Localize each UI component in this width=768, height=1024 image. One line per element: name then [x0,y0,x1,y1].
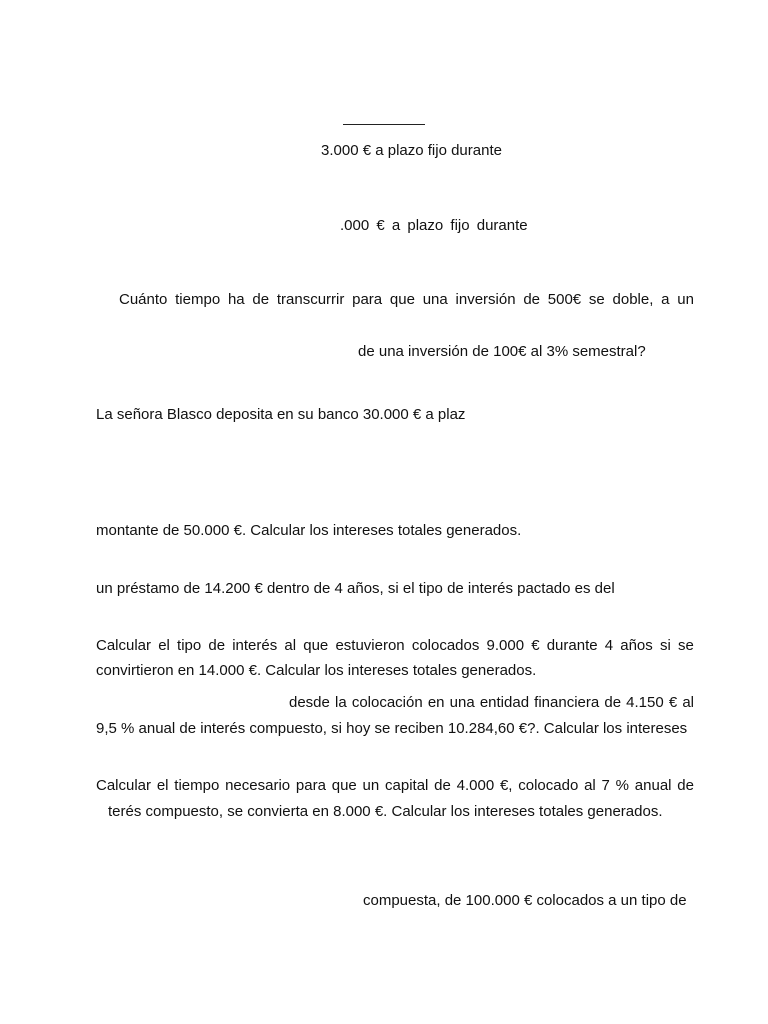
text-line-8 [96,637,694,655]
text-line-6: montante de 50.000 €. Calcular los intereses totales generados. [96,522,522,539]
word: un [362,777,380,794]
word: 4.000 [456,777,495,794]
word: capital [385,777,429,794]
text-line-7: un préstamo de 14.200 € dentro de 4 años, si el tipo de interés pactado es del [96,580,615,597]
word: colocado [518,777,579,794]
word: si [659,637,671,654]
text-line-12 [96,777,694,795]
word: Calcular [96,777,152,794]
word: Cuánto [119,291,168,308]
word: se [677,637,694,654]
word: a [661,291,670,308]
word: necesario [225,777,291,794]
word: el [158,637,170,654]
text-line-3 [119,291,694,309]
word: tiempo [174,777,220,794]
word: de [677,777,694,794]
word: que [331,777,357,794]
word: al [284,637,297,654]
word: que [389,291,415,308]
word: 500€ [547,291,582,308]
word: % [615,777,630,794]
word: durante [546,637,598,654]
word: 4 [604,637,614,654]
word: doble, [612,291,654,308]
word: de [252,291,270,308]
word: un [677,291,694,308]
word: de [434,777,451,794]
word: tiempo [175,291,221,308]
word: Calcular [96,637,152,654]
word: que [303,637,329,654]
text-line-11: 9,5 % anual de interés compuesto, si hoy se reciben 10.284,60 €?. Calcular los intereses [96,720,688,737]
word: se [588,291,605,308]
word: una [422,291,448,308]
text-line-14: compuesta, de 100.000 € colocados a un tipo de [363,892,687,909]
word: anual [634,777,672,794]
word: 9.000 [486,637,525,654]
word: estuvieron [335,637,405,654]
text-line-13: terés compuesto, se convierta en 8.000 €. Calcular los intereses totales generados. [108,803,663,820]
word: interés [232,637,278,654]
word: de [523,291,540,308]
text-line-4: de una inversión de 100€ al 3% semestral? [358,343,646,360]
word: €, [499,777,513,794]
word: años [620,637,653,654]
text-line-2: .000 € a plazo fijo durante [340,217,528,234]
word: de [208,637,226,654]
text-line-9: convirtieron en 14.000 €. Calcular los intereses totales generados. [96,662,537,679]
word: el [156,777,169,794]
word: al [584,777,596,794]
word: inversión [455,291,516,308]
word: tipo [177,637,202,654]
word: para [352,291,383,308]
text-line-5: La señora Blasco deposita en su banco 30.000 € a plaz [96,406,466,423]
text-line-10: desde la colocación en una entidad financiera de 4.150 € al [289,694,694,711]
word: 7 [601,777,610,794]
text-line-1: 3.000 € a plazo fijo durante [321,142,502,159]
horizontal-rule [343,124,425,125]
word: para [295,777,326,794]
word: ha [227,291,245,308]
word: transcurrir [276,291,345,308]
word: € [531,637,540,654]
word: colocados [411,637,480,654]
